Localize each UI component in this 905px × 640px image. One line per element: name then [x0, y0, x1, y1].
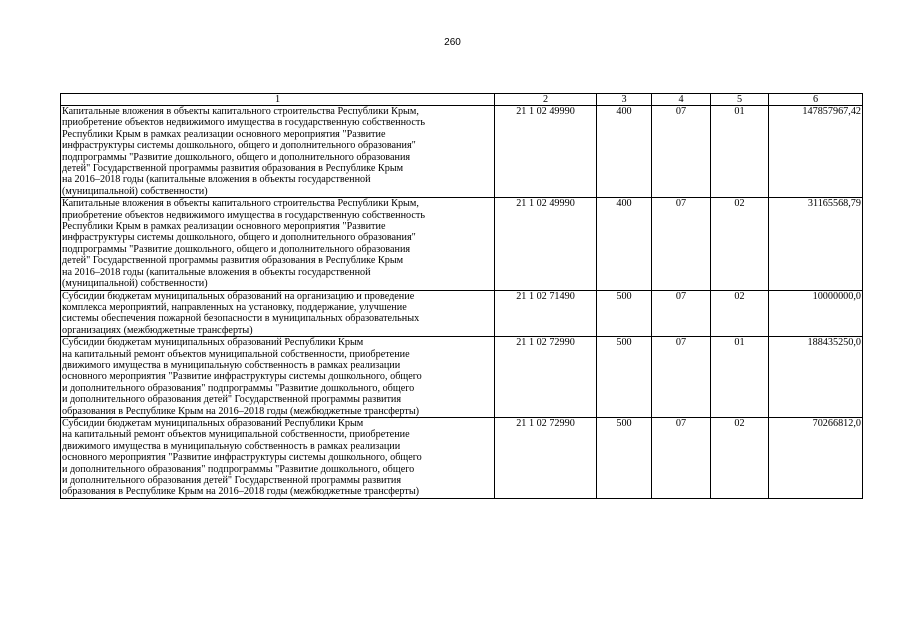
- row-col-3: 400: [597, 106, 652, 198]
- row-description: Субсидии бюджетам муниципальных образований Республики Крым на капитальный ремонт объектов муниципальной собственности, приобретение движимого имущества в муниципальную собственность в рамках реализации основного мероприятия "Развитие инфраструктуры системы дошкольного, общего и дополнительного образования" подпрограммы "Развитие дошкольного, общего и дополнительного образования детей" Государственной программы развития образования в Республике Крым на 2016–2018 годы (межбюджетные трансферты): [61, 417, 495, 498]
- row-col-4: 07: [652, 337, 711, 418]
- table-row: [61, 106, 863, 198]
- row-code: 21 1 02 72990: [495, 417, 597, 498]
- row-col-3: 500: [597, 290, 652, 337]
- row-code: 21 1 02 49990: [495, 106, 597, 198]
- row-amount: 70266812,0: [769, 417, 863, 498]
- row-amount: 147857967,42: [769, 106, 863, 198]
- row-col-3: 500: [597, 417, 652, 498]
- table-header-row: [61, 94, 863, 106]
- row-col-4: 07: [652, 417, 711, 498]
- row-col-5: 01: [711, 337, 769, 418]
- header-col-4: 4: [652, 94, 711, 106]
- row-col-3: 400: [597, 198, 652, 290]
- table-row: [61, 198, 863, 290]
- table-row: [61, 290, 863, 337]
- header-col-2: 2: [495, 94, 597, 106]
- header-col-3: 3: [597, 94, 652, 106]
- row-col-5: 02: [711, 417, 769, 498]
- row-description: Субсидии бюджетам муниципальных образований на организацию и проведение комплекса мероприятий, направленных на установку, поддержание, улучшение системы обеспечения пожарной безопасности в муниципальных образовательных организациях (межбюджетные трансферты): [61, 290, 495, 337]
- row-col-4: 07: [652, 290, 711, 337]
- row-amount: 31165568,79: [769, 198, 863, 290]
- page-number: 260: [444, 37, 461, 48]
- row-amount: 188435250,0: [769, 337, 863, 418]
- row-col-5: 01: [711, 106, 769, 198]
- row-col-3: 500: [597, 337, 652, 418]
- header-col-6: 6: [769, 94, 863, 106]
- row-code: 21 1 02 71490: [495, 290, 597, 337]
- row-amount: 10000000,0: [769, 290, 863, 337]
- row-code: 21 1 02 49990: [495, 198, 597, 290]
- row-description: Капитальные вложения в объекты капитального строительства Республики Крым, приобретение объектов недвижимого имущества в государственную собственность Республики Крым в рамках реализации основного мероприятия "Развитие инфраструктуры системы дошкольного, общего и дополнительного образования" подпрограммы "Развитие дошкольного, общего и дополнительного образования детей" Государственной программы развития образования в Республике Крым на 2016–2018 годы (капитальные вложения в объекты государственной (муниципальной) собственности): [61, 198, 495, 290]
- row-code: 21 1 02 72990: [495, 337, 597, 418]
- row-description: Капитальные вложения в объекты капитального строительства Республики Крым, приобретение объектов недвижимого имущества в государственную собственность Республики Крым в рамках реализации основного мероприятия "Развитие инфраструктуры системы дошкольного, общего и дополнительного образования" подпрограммы "Развитие дошкольного, общего и дополнительного образования детей" Государственной программы развития образования в Республике Крым на 2016–2018 годы (капитальные вложения в объекты государственной (муниципальной) собственности): [61, 106, 495, 198]
- row-col-4: 07: [652, 106, 711, 198]
- budget-table: [60, 93, 863, 499]
- table-row: [61, 337, 863, 418]
- row-description: Субсидии бюджетам муниципальных образований Республики Крым на капитальный ремонт объектов муниципальной собственности, приобретение движимого имущества в муниципальную собственность в рамках реализации основного мероприятия "Развитие инфраструктуры системы дошкольного, общего и дополнительного образования" подпрограммы "Развитие дошкольного, общего и дополнительного образования детей" Государственной программы развития образования в Республике Крым на 2016–2018 годы (межбюджетные трансферты): [61, 337, 495, 418]
- header-col-1: 1: [61, 94, 495, 106]
- row-col-5: 02: [711, 290, 769, 337]
- row-col-5: 02: [711, 198, 769, 290]
- header-col-5: 5: [711, 94, 769, 106]
- table-row: [61, 417, 863, 498]
- row-col-4: 07: [652, 198, 711, 290]
